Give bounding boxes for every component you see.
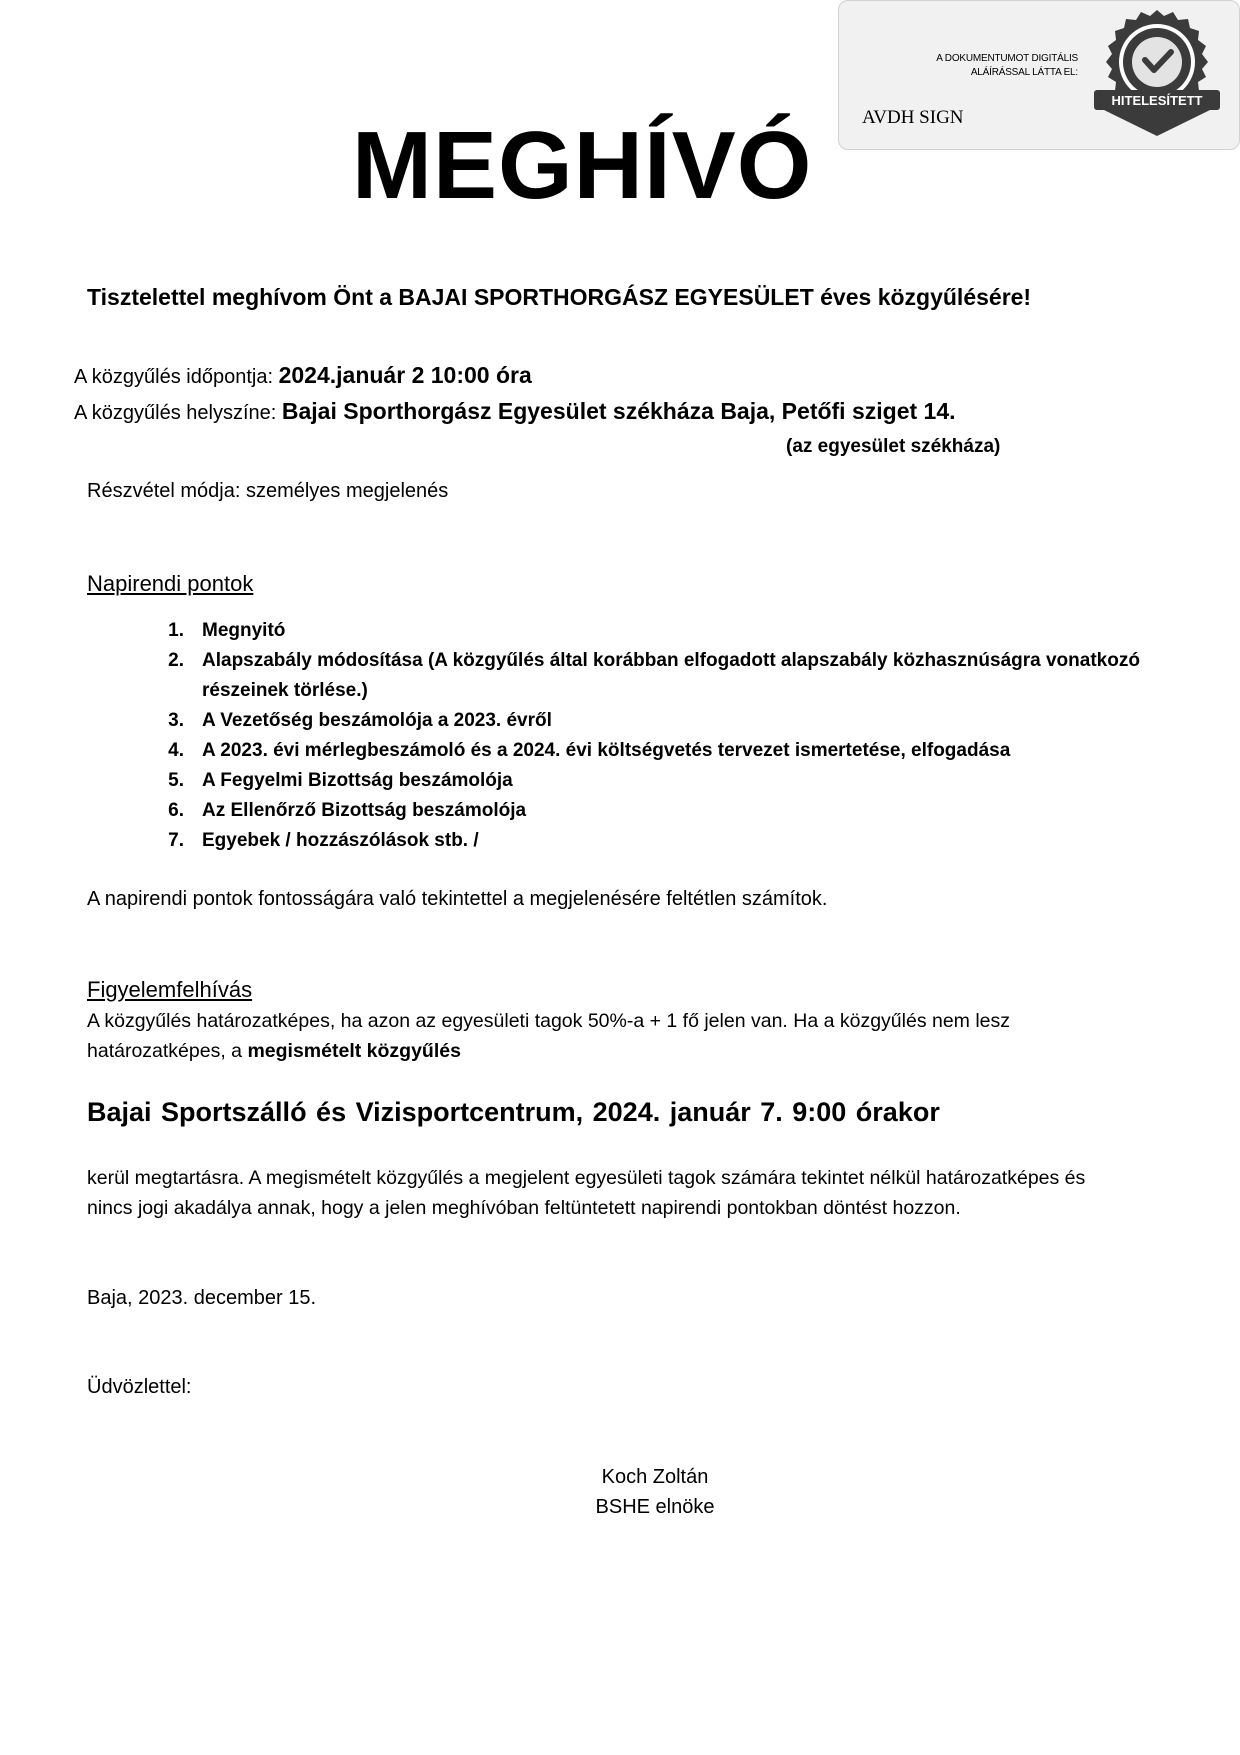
agenda-item-number: 7.	[168, 830, 184, 851]
agenda-heading: Napirendi pontok	[87, 571, 254, 596]
notice-bold-text: megismételt közgyűlés	[247, 1040, 461, 1062]
seal-banner-text: HITELESÍTETT	[1111, 93, 1203, 108]
authentication-seal-icon	[1090, 8, 1224, 140]
agenda-item-text: Alapszabály módosítása (A közgyűlés által korábban elfogadott alapszabály közhasznúságra vonatkozó részeinek törlése.)	[202, 650, 1140, 701]
agenda-item-number: 6.	[168, 800, 184, 821]
meeting-place-value: Bajai Sporthorgász Egyesület székháza Baja, Petőfi sziget 14.	[281, 398, 956, 424]
notice-paragraph	[87, 1006, 1087, 1066]
stamp-caption-line1: A DOKUMENTUMOT DIGITÁLIS	[936, 53, 1078, 64]
signer-title: BSHE elnöke	[595, 1496, 715, 1518]
agenda-item-text: A 2023. évi mérlegbeszámoló és a 2024. évi költségvetés tervezet ismertetése, elfogadása	[202, 740, 1011, 761]
notice-text: A közgyűlés határozatképes, ha azon az egyesületi tagok 50%-a + 1 fő jelen van. Ha a közgyűlés nem lesz határozatképes, a	[87, 1010, 1011, 1062]
agenda-item-text: A Vezetőség beszámolója a 2023. évről	[202, 710, 552, 731]
agenda-item	[140, 706, 1160, 736]
invitation-intro: Tisztelettel meghívom Önt a BAJAI SPORTHORGÁSZ EGYESÜLET éves közgyűlésére!	[87, 284, 1032, 310]
agenda-item-text: Megnyitó	[202, 620, 286, 641]
greeting: Üdvözlettel:	[87, 1376, 192, 1398]
agenda-item-text: Az Ellenőrző Bizottság beszámolója	[202, 800, 527, 821]
importance-note: A napirendi pontok fontosságára való tekintettel a megjelenésére feltétlen számítok.	[87, 888, 828, 910]
closing-paragraph: kerül megtartásra. A megismételt közgyűlés a megjelent egyesületi tagok számára tekintet nélkül határozatképes és nincs jogi akadálya annak, hogy a jelen meghívóban feltüntetett napirendi pontokban döntést hozzon.	[87, 1167, 1086, 1219]
agenda-item-number: 4.	[168, 740, 184, 761]
meeting-date-label: A közgyűlés időpontja:	[74, 366, 279, 388]
avdh-sign-label: AVDH SIGN	[862, 107, 964, 128]
meeting-place-label: A közgyűlés helyszíne:	[74, 402, 282, 424]
meeting-date-line	[74, 362, 532, 389]
agenda-item	[140, 796, 1160, 826]
agenda-item	[140, 646, 1160, 706]
agenda-list	[140, 616, 1160, 856]
document-title: MEGHÍVÓ	[352, 112, 813, 219]
agenda-item	[140, 736, 1160, 766]
signer-name: Koch Zoltán	[601, 1466, 709, 1488]
agenda-item-number: 1.	[168, 620, 184, 641]
agenda-item-text: A Fegyelmi Bizottság beszámolója	[202, 770, 513, 791]
agenda-item-text: Egyebek / hozzászólások stb. /	[202, 830, 479, 851]
agenda-item-number: 3.	[168, 710, 184, 731]
agenda-item-number: 5.	[168, 770, 184, 791]
meeting-place-note: (az egyesület székháza)	[786, 436, 1001, 457]
stamp-caption-line2: ALÁÍRÁSSAL LÁTTA EL:	[970, 67, 1078, 78]
meeting-place-line	[74, 398, 956, 425]
notice-heading: Figyelemfelhívás	[87, 977, 253, 1002]
agenda-item-number: 2.	[168, 650, 184, 671]
meeting-date-value: 2024.január 2 10:00 óra	[278, 362, 532, 388]
agenda-item	[140, 766, 1160, 796]
participation-mode: Részvétel módja: személyes megjelenés	[87, 480, 449, 502]
repeat-meeting-venue: Bajai Sportszálló és Vizisportcentrum, 2024. január 7. 9:00 órakor	[87, 1097, 940, 1127]
dateline: Baja, 2023. december 15.	[87, 1287, 317, 1309]
agenda-item	[140, 616, 1160, 646]
agenda-item	[140, 826, 1160, 856]
